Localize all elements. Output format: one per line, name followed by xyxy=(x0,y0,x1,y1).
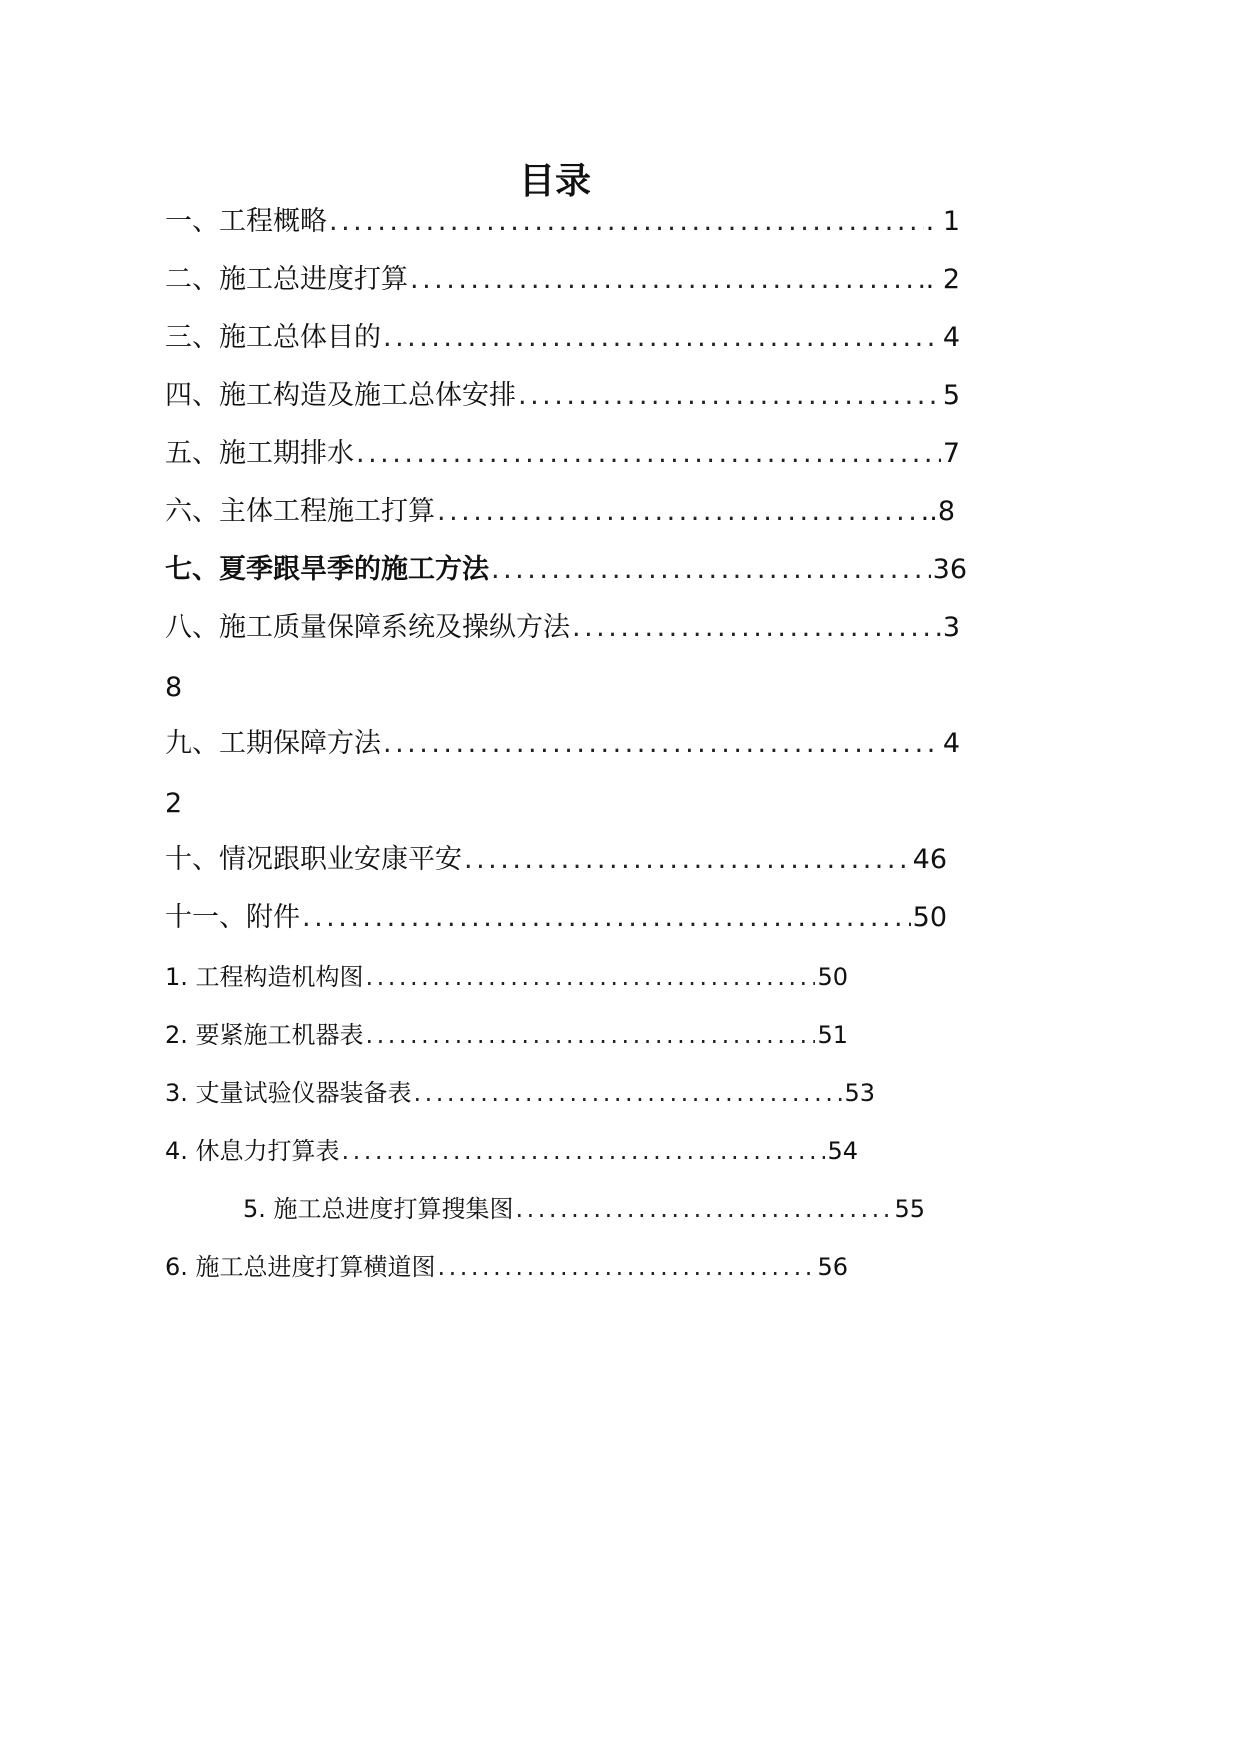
toc-entry-5[interactable] xyxy=(165,435,960,471)
toc-leader-dots xyxy=(408,263,924,297)
toc-subentry-5[interactable] xyxy=(243,1190,925,1226)
toc-leader-dots xyxy=(354,437,941,471)
toc-leader-dots xyxy=(300,901,911,935)
toc-entry-1[interactable] xyxy=(165,203,960,239)
toc-title: 目录 xyxy=(518,161,591,202)
toc-subentry-3[interactable] xyxy=(165,1074,875,1110)
toc-leader-dots xyxy=(364,1018,816,1052)
toc-entry-label: 一、工程概略 xyxy=(165,206,327,237)
toc-leader-dots xyxy=(514,1192,893,1226)
toc-entry-label: 2. 要紧施工机器表 xyxy=(165,1021,364,1049)
toc-entry-label: 三、施工总体目的 xyxy=(165,322,381,353)
toc-entry-label: 四、施工构造及施工总体安排 xyxy=(165,380,516,411)
toc-page-number: 54 xyxy=(827,1137,858,1165)
toc-entry-label: 十一、附件 xyxy=(165,902,300,933)
toc-page-number: 4 xyxy=(942,322,960,353)
toc-entry-9[interactable] xyxy=(165,725,960,761)
toc-leader-dots xyxy=(570,611,941,645)
toc-entry-label: 九、工期保障方法 xyxy=(165,728,381,759)
toc-page-number: 4 xyxy=(942,728,960,759)
toc-leader-dots xyxy=(327,205,924,239)
toc-page-number-wrap: 8 xyxy=(165,672,183,703)
toc-entry-label: 6. 施工总进度打算横道图 xyxy=(165,1253,436,1281)
toc-entry-8[interactable] xyxy=(165,609,960,645)
toc-page-number: 7 xyxy=(942,438,960,469)
toc-page-number: 55 xyxy=(894,1195,925,1223)
toc-page-number: . 1 xyxy=(925,206,960,237)
toc-leader-dots xyxy=(436,1250,816,1284)
toc-entry-4[interactable] xyxy=(165,377,960,413)
toc-entry-6[interactable] xyxy=(165,493,955,529)
toc-entry-label: 十、情况跟职业安康平安 xyxy=(165,844,462,875)
toc-page-number-wrap: 2 xyxy=(165,788,183,819)
toc-leader-dots xyxy=(489,553,931,587)
toc-subentry-1[interactable] xyxy=(165,958,848,994)
toc-entry-label: 3. 丈量试验仪器装备表 xyxy=(165,1079,412,1107)
toc-entry-11[interactable] xyxy=(165,899,947,935)
toc-page-number: 51 xyxy=(817,1021,848,1049)
toc-entry-label: 六、主体工程施工打算 xyxy=(165,496,435,527)
toc-entry-label: 七、夏季跟旱季的施工方法 xyxy=(165,554,489,585)
toc-leader-dots xyxy=(381,321,941,355)
toc-leader-dots xyxy=(435,495,919,529)
toc-page-number: 5 xyxy=(942,380,960,411)
toc-entry-7[interactable] xyxy=(165,551,967,587)
toc-entry-label: 1. 工程构造机构图 xyxy=(165,963,364,991)
toc-page-number: ..8 xyxy=(920,496,955,527)
toc-page-number: 53 xyxy=(844,1079,875,1107)
toc-subentry-4[interactable] xyxy=(165,1132,858,1168)
toc-page-number: 56 xyxy=(817,1253,848,1281)
toc-page-number: 50 xyxy=(817,963,848,991)
toc-page-number: 50 xyxy=(912,902,947,933)
toc-entry-label: 4. 休息力打算表 xyxy=(165,1137,340,1165)
toc-entry-2[interactable] xyxy=(165,261,960,297)
toc-page-number: 3 xyxy=(942,612,960,643)
toc-subentry-2[interactable] xyxy=(165,1016,848,1052)
toc-entry-10[interactable] xyxy=(165,841,947,877)
toc-entry-label: 五、施工期排水 xyxy=(165,438,354,469)
toc-leader-dots xyxy=(516,379,941,413)
toc-entry-label: 二、施工总进度打算 xyxy=(165,264,408,295)
toc-leader-dots xyxy=(462,843,911,877)
toc-leader-dots xyxy=(381,727,941,761)
toc-leader-dots xyxy=(340,1134,826,1168)
toc-page-number: . 2 xyxy=(925,264,960,295)
toc-entry-3[interactable] xyxy=(165,319,960,355)
toc-entry-label: 八、施工质量保障系统及操纵方法 xyxy=(165,612,570,643)
toc-leader-dots xyxy=(364,960,816,994)
toc-subentry-6[interactable] xyxy=(165,1248,848,1284)
toc-page-number: 46 xyxy=(912,844,947,875)
toc-leader-dots xyxy=(412,1076,843,1110)
toc-entry-label: 5. 施工总进度打算搜集图 xyxy=(243,1195,514,1223)
toc-page-number: 36 xyxy=(932,554,967,585)
